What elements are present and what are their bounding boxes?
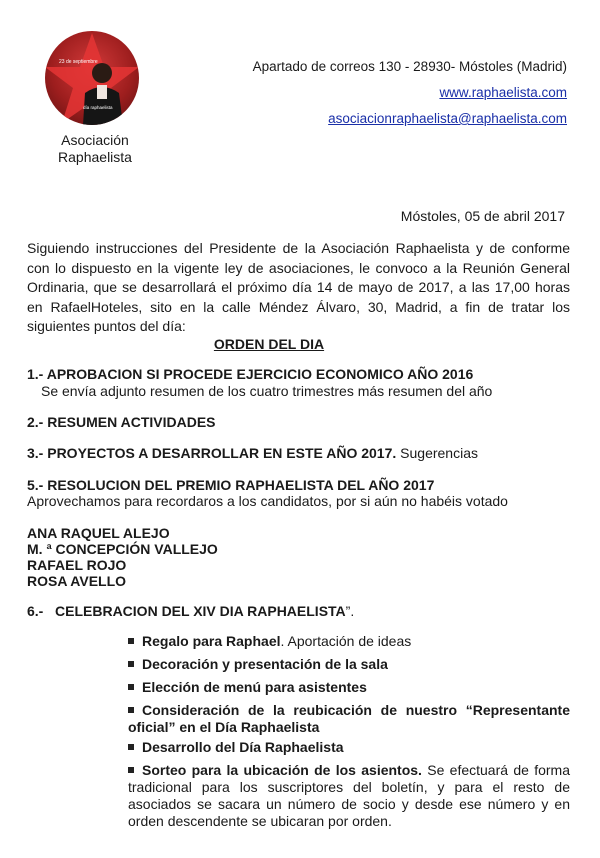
candidate-name: RAFAEL ROJO	[27, 557, 127, 573]
star-logo-graphic	[45, 31, 139, 125]
agenda-item-6-title: 6.- CELEBRACION DEL XIV DIA RAPHAELISTA	[27, 603, 346, 619]
logo-subtitle-text: día raphaelista	[83, 105, 113, 110]
agenda-title: ORDEN DEL DIA	[213, 336, 325, 352]
association-logo	[45, 31, 139, 125]
email-link[interactable]: asociacionraphaelista@raphaelista.com	[328, 111, 567, 126]
candidate-name: ANA RAQUEL ALEJO	[27, 525, 170, 541]
agenda-item-5-text: Aprovechamos para recordaros a los candidatos, por si aún no habéis votado	[27, 493, 508, 509]
bullet-item: Regalo para Raphael. Aportación de ideas	[128, 633, 570, 650]
bullet-square-icon	[128, 707, 134, 713]
bullet-square-icon	[128, 661, 134, 667]
postal-address: Apartado de correos 130 - 28930- Móstoles (Madrid)	[252, 59, 567, 74]
candidates-list	[27, 525, 218, 589]
agenda-item-6	[27, 603, 354, 619]
bullet-square-icon	[128, 638, 134, 644]
bullet-square-icon	[128, 744, 134, 750]
bullet-square-icon	[128, 767, 134, 773]
bullet-item: Decoración y presentación de la sala	[128, 656, 570, 673]
agenda-item-3	[27, 445, 478, 461]
bullet-item: Elección de menú para asistentes	[128, 679, 570, 696]
candidate-name: M. ª CONCEPCIÓN VALLEJO	[27, 541, 218, 557]
website-link[interactable]: www.raphaelista.com	[439, 85, 567, 100]
bullet-item: Consideración de la reubicación de nuestro “Representante oficial” en el Día Raphaelista	[128, 702, 570, 735]
candidate-name: ROSA AVELLO	[27, 573, 127, 589]
logo-date-text: 23 de septiembre	[59, 59, 98, 65]
organization-name: Asociación Raphaelista	[58, 132, 132, 165]
agenda-item-6-tail: ”.	[345, 603, 355, 619]
agenda-item-5-title: 5.- RESOLUCION DEL PREMIO RAPHAELISTA DEL AÑO 2017	[27, 477, 435, 493]
agenda-item-2-title: 2.- RESUMEN ACTIVIDADES	[27, 414, 216, 430]
letter-date: Móstoles, 05 de abril 2017	[400, 208, 565, 224]
agenda-item-1-text: Se envía adjunto resumen de los cuatro trimestres más resumen del año	[41, 383, 493, 399]
bullet-square-icon	[128, 684, 134, 690]
intro-paragraph: Siguiendo instrucciones del Presidente de la Asociación Raphaelista y de conforme con lo dispuesto en la vigente ley de asociaciones, le convoco a la Reunión General Ordinaria, que se desarrollará el próximo día 14 de mayo de 2017, a las 17,00 horas en RafaelHoteles, sito en la calle Méndez Álvaro, 30, Madrid, a fin de tratar los siguientes puntos del día:	[27, 240, 570, 335]
agenda-item-3-extra: Sugerencias	[396, 445, 478, 461]
bullet-item: Desarrollo del Día Raphaelista	[128, 739, 570, 756]
bullet-item: Sorteo para la ubicación de los asientos. Se efectuará de forma tradicional para los suscriptores del boletín, y para el resto de asociados se sacara un número de socio y desde ese número y en orden descendente se ubicaran por orden.	[128, 762, 570, 829]
agenda-item-1-title: 1.- APROBACION SI PROCEDE EJERCICIO ECONOMICO AÑO 2016	[27, 366, 474, 382]
agenda-item-3-title: 3.- PROYECTOS A DESARROLLAR EN ESTE AÑO 2017.	[27, 445, 397, 461]
